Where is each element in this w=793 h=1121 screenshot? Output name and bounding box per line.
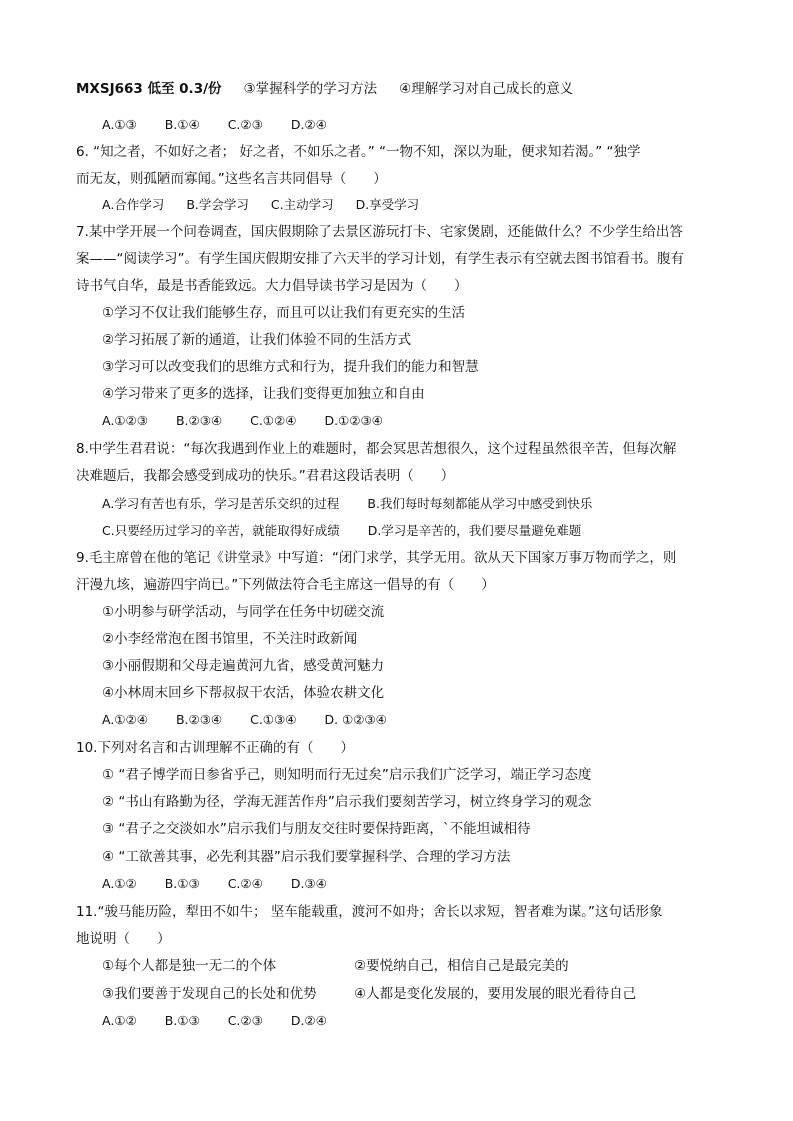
q11-item-1: ①每个人都是独一无二的个体	[102, 958, 277, 974]
option-b: B.学会学习	[186, 197, 249, 212]
q11-item-4: ④人都是变化发展的，要用发展的眼光看待自己	[354, 986, 637, 1002]
q10-stem: 10.下列对名言和古训理解不正确的有（ ）	[76, 740, 354, 756]
option-a: A.①②	[102, 1013, 137, 1028]
q9-item-1: ①小明参与研学活动，与同学在任务中切磋交流	[102, 604, 385, 620]
q11-stem-line-2: 地说明（ ）	[76, 931, 171, 947]
header-item-3: ③掌握科学的学习方法	[243, 81, 378, 97]
q7-item-3: ③学习可以改变我们的思维方式和行为，提升我们的能力和智慧	[102, 359, 479, 375]
header-line	[76, 79, 726, 99]
option-b: B.②③④	[175, 712, 223, 727]
q7-stem-line-1: 7.某中学开展一个问卷调查，国庆假期除了去景区游玩打卡、宅家煲剧，还能做什么？不少学生给出答	[76, 224, 683, 240]
option-a: A.①②③	[102, 413, 148, 428]
q9-stem-line-1: 9.毛主席曾在他的笔记《讲堂录》中写道：“闭门求学，其学无用。欲从天下国家万事万物而学之，则	[76, 550, 677, 566]
option-d: D. ①②③④	[324, 712, 387, 727]
q11-item-2: ②要悦纳自己，相信自己是最完美的	[354, 958, 569, 974]
q11-stem-line-1: 11.“骏马能历险，犁田不如牛； 坚车能载重，渡河不如舟；舍长以求短，智者难为谋。”这句话形象	[76, 904, 663, 920]
q7-options	[102, 411, 752, 431]
option-c: C.②④	[227, 876, 263, 891]
option-b: B.①③	[164, 1013, 200, 1028]
q9-item-3: ③小丽假期和父母走遍黄河九省，感受黄河魅力	[102, 658, 385, 674]
q10-item-4: ④ “工欲善其事，必先利其器”启示我们要掌握科学、合理的学习方法	[102, 849, 511, 865]
q6-stem-line-2: 而无友，则孤陋而寡闻。”这些名言共同倡导（ ）	[76, 171, 387, 187]
q7-item-2: ②学习拓展了新的通道，让我们体验不同的生活方式	[102, 332, 412, 348]
q8-options-row-1	[102, 494, 752, 514]
header-item-4: ④理解学习对自己成长的意义	[399, 81, 574, 97]
q9-item-4: ④小林周末回乡下帮叔叔干农活，体验农耕文化	[102, 685, 385, 701]
q11-options	[102, 1011, 752, 1031]
q9-item-2: ②小李经常泡在图书馆里，不关注时政新闻	[102, 631, 358, 647]
option-c: C.①②④	[250, 413, 297, 428]
q10-item-2: ② “书山有路勤为径，学海无涯苦作舟”启示我们要刻苦学习，树立终身学习的观念	[102, 794, 592, 810]
q6-stem-line-1: 6. “知之者，不如好之者； 好之者，不如乐之者。” “一物不知，深以为耻，便求知若渴。” “独学	[76, 144, 641, 160]
q5-options	[102, 115, 752, 135]
q7-item-1: ①学习不仅让我们能够生存，而且可以让我们有更充实的生活	[102, 305, 466, 321]
option-c: C.主动学习	[270, 197, 334, 212]
q7-stem-line-2: 案——“阅读学习”。有学生国庆假期安排了六天半的学习计划，有学生表示有空就去图书馆看书。腹有	[76, 251, 684, 267]
q10-item-3: ③ “君子之交淡如水”启示我们与朋友交往时要保持距离，`不能坦诚相待	[102, 821, 531, 837]
option-b: B.①④	[164, 117, 200, 132]
header-code: MXSJ663 低至 0.3/份	[76, 81, 222, 97]
q10-options	[102, 874, 752, 894]
q8-options-row-2	[102, 521, 752, 541]
option-b: B.②③④	[175, 413, 223, 428]
option-a: A.合作学习	[102, 197, 165, 212]
q9-options	[102, 710, 752, 730]
q11-item-3: ③我们要善于发现自己的长处和优势	[102, 986, 317, 1002]
q7-stem-line-3: 诗书气自华，最是书香能致远。大力倡导读书学习是因为（ ）	[76, 278, 468, 294]
option-d: D.③④	[290, 876, 327, 891]
q7-item-4: ④学习带来了更多的选择，让我们变得更加独立和自由	[102, 386, 425, 402]
option-d: D.享受学习	[355, 197, 420, 212]
q11-items-row-2	[102, 984, 752, 1004]
option-b: B.我们每时每刻都能从学习中感受到快乐	[367, 496, 593, 511]
option-d: D.①②③④	[324, 413, 383, 428]
q8-stem-line-1: 8.中学生君君说：“每次我遇到作业上的难题时，都会冥思苦想很久，这个过程虽然很辛苦，但每次解	[76, 441, 677, 457]
q10-item-1: ① “君子博学而日参省乎己，则知明而行无过矣”启示我们广泛学习，端正学习态度	[102, 767, 592, 783]
option-d: D.②④	[290, 1013, 327, 1028]
q9-stem-line-2: 汗漫九垓，遍游四宇尚已。”下列做法符合毛主席这一倡导的有（ ）	[76, 577, 495, 593]
option-c: C.只要经历过学习的辛苦，就能取得好成绩	[102, 523, 340, 538]
option-a: A.①②④	[102, 712, 148, 727]
option-a: A.①③	[102, 117, 137, 132]
option-a: A.①②	[102, 876, 137, 891]
option-c: C.②③	[227, 117, 263, 132]
option-c: C.②③	[227, 1013, 263, 1028]
option-d: D.学习是辛苦的，我们要尽量避免难题	[367, 523, 582, 538]
q8-stem-line-2: 决难题后，我都会感受到成功的快乐。”君君这段话表明（ ）	[76, 468, 455, 484]
q6-options	[102, 195, 752, 215]
option-b: B.①③	[164, 876, 200, 891]
option-a: A.学习有苦也有乐，学习是苦乐交织的过程	[102, 496, 340, 511]
option-c: C.①③④	[250, 712, 297, 727]
q11-items-row-1	[102, 956, 752, 976]
option-d: D.②④	[290, 117, 327, 132]
